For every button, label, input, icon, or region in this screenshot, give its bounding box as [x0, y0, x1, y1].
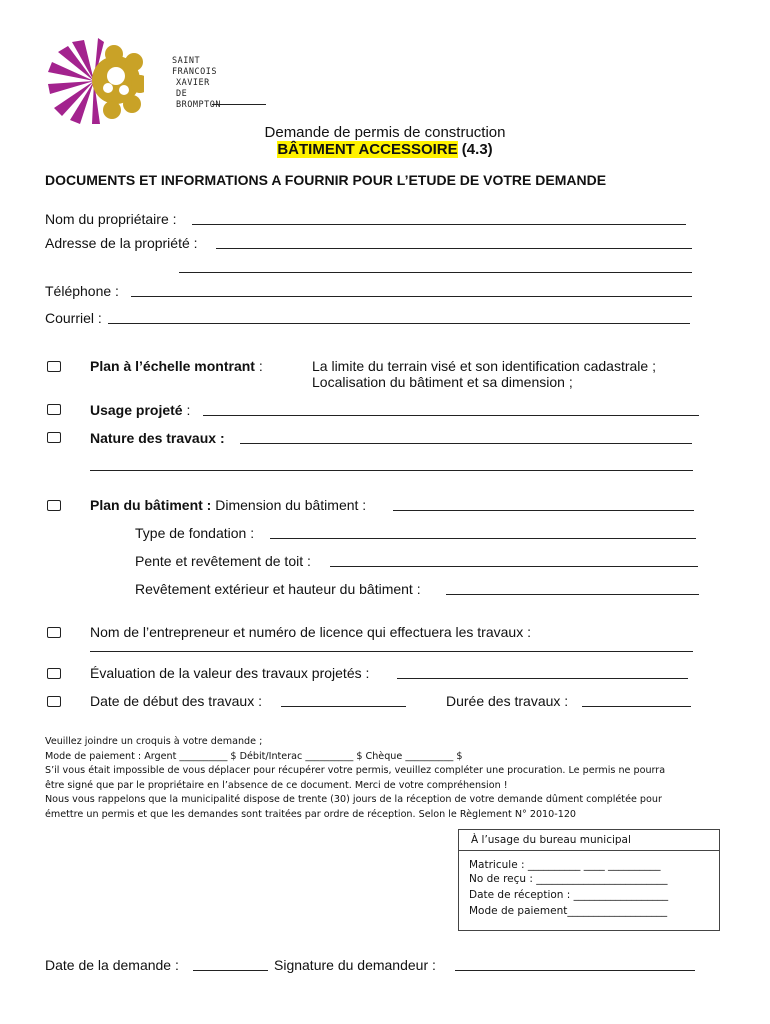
cladding-field[interactable] [446, 594, 699, 595]
logo-text-line: BROMPTON [176, 100, 221, 110]
email-field[interactable] [108, 323, 690, 324]
note-line: Veuillez joindre un croquis à votre demande ; [45, 736, 263, 747]
plan-label-text: Plan à l’échelle montrant [90, 358, 255, 374]
email-label: Courriel : [45, 310, 102, 326]
address-field-line2[interactable] [179, 272, 692, 273]
phone-field[interactable] [131, 296, 692, 297]
usage-label [90, 402, 190, 418]
nature-field-line2[interactable] [90, 470, 693, 471]
logo-text-line: FRANCOIS [172, 67, 217, 77]
roof-label: Pente et revêtement de toit : [135, 553, 311, 569]
logo-text-line: XAVIER [176, 78, 210, 88]
usage-label-colon: : [182, 402, 191, 418]
duration-label: Durée des travaux : [446, 693, 569, 709]
request-date-field[interactable] [193, 970, 268, 971]
nature-field[interactable] [240, 443, 692, 444]
signature-field[interactable] [455, 970, 695, 971]
section-heading: DOCUMENTS ET INFORMATIONS A FOURNIR POUR L’ETUDE DE VOTRE DEMANDE [45, 172, 607, 188]
usage-field[interactable] [203, 415, 699, 416]
reception-date-field: Date de réception : __________________ [469, 889, 669, 901]
valuation-field[interactable] [397, 678, 688, 679]
office-use-box [458, 829, 720, 931]
note-line: être signé que par le propriétaire en l’absence de ce document. Merci de votre compréhension ! [45, 779, 508, 791]
page-subtitle [0, 141, 770, 158]
logo-text-line: SAINT [172, 56, 201, 66]
address-label: Adresse de la propriété : [45, 235, 198, 251]
logo-text-line: DE [176, 89, 188, 99]
building-plan-label [90, 497, 366, 513]
start-date-label: Date de début des travaux : [90, 693, 262, 709]
municipal-logo [44, 36, 269, 126]
roof-field[interactable] [330, 566, 698, 567]
payment-line: Mode de paiement : Argent __________ $ Débit/Interac __________ $ Chèque __________ $ [45, 750, 463, 762]
foundation-label: Type de fondation : [135, 525, 255, 541]
checkbox-contractor[interactable] [47, 627, 61, 638]
contractor-field[interactable] [90, 651, 693, 652]
notes-block [45, 735, 665, 822]
plan-description-line2: Localisation du bâtiment et sa dimension ; [312, 374, 573, 390]
duration-field[interactable] [582, 706, 691, 707]
office-box-header: À l’usage du bureau municipal [459, 830, 719, 851]
note-line: émettre un permis et que les demandes sont traitées par ordre de réception. Selon le Règlement N° 2010-120 [45, 808, 577, 820]
matricule-field: Matricule : __________ ____ __________ [469, 859, 661, 871]
note-line: S’il vous était impossible de vous déplacer pour récupérer votre permis, veuillez compléter une procuration. Le permis ne pourra [45, 765, 666, 776]
start-date-field[interactable] [281, 706, 406, 707]
owner-field[interactable] [192, 224, 686, 225]
checkbox-start-date[interactable] [47, 696, 61, 707]
page-title: Demande de permis de construction [264, 124, 506, 141]
dimension-field[interactable] [393, 510, 694, 511]
subtitle-code: (4.3) [457, 141, 493, 158]
phone-label: Téléphone : [45, 283, 119, 299]
cladding-label: Revêtement extérieur et hauteur du bâtiment : [135, 581, 421, 597]
checkbox-nature[interactable] [47, 432, 61, 443]
request-date-label: Date de la demande : [45, 957, 179, 973]
plan-label [90, 358, 263, 374]
contractor-label: Nom de l’entrepreneur et numéro de licence qui effectuera les travaux : [90, 624, 531, 640]
plan-label-colon: : [254, 358, 263, 374]
checkbox-valuation[interactable] [47, 668, 61, 679]
checkbox-building-plan[interactable] [47, 500, 61, 511]
logo-underline [212, 104, 266, 105]
foundation-field[interactable] [270, 538, 696, 539]
building-plan-label-text: Plan du bâtiment : [90, 497, 212, 513]
usage-label-text: Usage projeté [90, 402, 183, 418]
checkbox-plan[interactable] [47, 361, 61, 372]
address-field[interactable] [216, 248, 692, 249]
flower-emblem-icon [44, 36, 144, 126]
subtitle-highlight: BÂTIMENT ACCESSOIRE [277, 141, 458, 158]
owner-label: Nom du propriétaire : [45, 211, 177, 227]
valuation-label: Évaluation de la valeur des travaux projetés : [90, 665, 370, 681]
nature-label: Nature des travaux : [90, 430, 225, 446]
dimension-label: Dimension du bâtiment : [211, 497, 367, 513]
receipt-number-field: No de reçu : _________________________ [469, 873, 668, 885]
note-line: Nous vous rappelons que la municipalité dispose de trente (30) jours de la réception de votre demande dûment complétée pour [45, 794, 662, 805]
plan-description-line1: La limite du terrain visé et son identification cadastrale ; [312, 358, 656, 374]
checkbox-usage[interactable] [47, 404, 61, 415]
signature-label: Signature du demandeur : [274, 957, 436, 973]
payment-method-field: Mode de paiement___________________ [469, 905, 668, 917]
